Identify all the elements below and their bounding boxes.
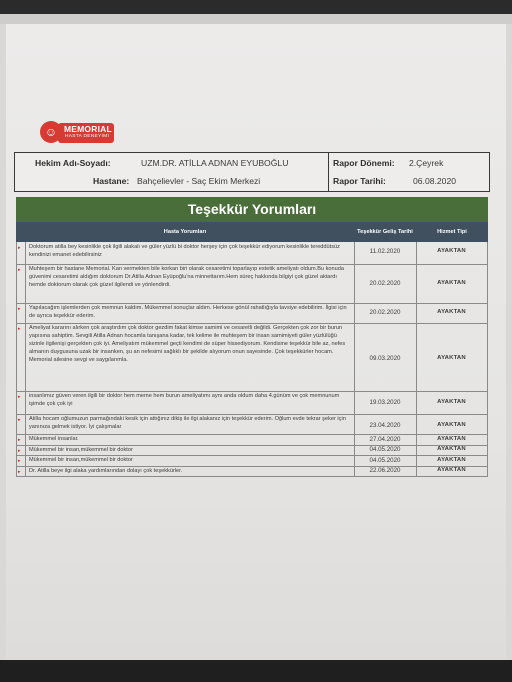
column-header-comments: Hasta Yorumları xyxy=(163,228,207,235)
service-type-cell xyxy=(416,323,488,391)
row-marker-icon: ▸ xyxy=(18,306,21,312)
logo-sub-text: HASTA DENEYİMİ xyxy=(65,134,110,139)
table-row xyxy=(16,264,488,304)
comment-cell xyxy=(25,303,355,323)
service-type-text: AYAKTAN xyxy=(437,436,466,442)
period-label: Rapor Dönemi: xyxy=(333,158,395,168)
service-type-cell xyxy=(416,391,488,414)
comment-cell xyxy=(25,391,355,414)
table-row xyxy=(16,303,488,324)
date-cell xyxy=(354,242,417,264)
date-text: 27.04.2020 xyxy=(369,436,401,443)
row-marker-icon: ▸ xyxy=(18,458,21,464)
monitor-bezel-bottom xyxy=(0,660,512,682)
table-row xyxy=(16,414,488,435)
service-type-cell xyxy=(416,264,488,303)
report-date-label: Rapor Tarihi: xyxy=(333,176,386,186)
row-marker-icon: ▸ xyxy=(18,326,21,332)
doctor-value: UZM.DR. ATİLLA ADNAN EYUBOĞLU xyxy=(141,158,289,168)
service-type-cell xyxy=(416,414,488,434)
doctor-label: Hekim Adı-Soyadı: xyxy=(35,158,111,168)
service-type-cell xyxy=(416,466,488,476)
hospital-label: Hastane: xyxy=(93,176,130,186)
service-type-cell xyxy=(416,242,488,264)
viewer-toolbar-strip xyxy=(0,14,512,24)
thanks-table xyxy=(16,197,488,499)
service-type-text: AYAKTAN xyxy=(437,422,466,428)
info-divider xyxy=(328,153,329,191)
comment-cell xyxy=(25,445,355,455)
service-type-text: AYAKTAN xyxy=(437,280,466,286)
date-text: 22.06.2020 xyxy=(369,467,401,474)
report-info-box xyxy=(14,152,490,192)
date-text: 23.04.2020 xyxy=(369,422,401,429)
service-type-cell xyxy=(416,303,488,323)
smile-icon: ☺ xyxy=(40,121,62,143)
date-cell xyxy=(354,455,417,466)
service-type-text: AYAKTAN xyxy=(437,399,466,405)
row-marker-icon: ▸ xyxy=(18,437,21,443)
comment-text: Mükemmel bir insan,mükemmel bir doktor xyxy=(29,447,133,453)
comment-text: Muhteşem bir hastane Memorial. Kan vermekten bile korkan biri olarak cesaretimi toparlayıp estetik ameliyatı oldum.Bu konuda güvenimi cesaretimi aldığım doktorum Dr.Atilla Adnan Eyüpoğlu'na minnettarım.Hem süreç hakkında bilgiyi çok güzel aktardı hemde doktorum olarak çok güzel ilgilendi ve yönlendirdi. xyxy=(29,266,344,288)
comment-cell xyxy=(25,434,355,445)
date-cell xyxy=(354,466,417,476)
logo-main-text: MEMORIAL xyxy=(64,124,112,134)
table-header-row xyxy=(16,222,488,242)
comment-cell xyxy=(25,323,355,391)
table-row xyxy=(16,323,488,392)
comment-cell xyxy=(25,264,355,303)
date-text: 19.03.2020 xyxy=(369,399,401,406)
service-type-cell xyxy=(416,455,488,466)
service-type-text: AYAKTAN xyxy=(437,457,466,463)
column-header-date: Teşekkür Geliş Tarihi xyxy=(357,228,413,235)
date-cell xyxy=(354,323,417,391)
row-marker-icon: ▸ xyxy=(18,448,21,454)
service-type-cell xyxy=(416,434,488,445)
service-type-cell xyxy=(416,445,488,455)
hospital-value: Bahçelievler - Saç Ekim Merkezi xyxy=(137,176,261,186)
comment-text: insanlımız güven veren ilgili bir doktor hem meme hem burun ameliyatımı aynı anda oldum daha 4.günüm ve çok memnunum işimde çok çok iyi xyxy=(29,393,340,407)
date-cell xyxy=(354,303,417,323)
comment-text: Atilla hocam oğlumuzun parmağındaki kesik için attığınız dikiş ile ilgi alakanız için teşekkür ederim. Oğlum evde tekrar şeker için yanınıza gelmek istiyor. İyi çalışmalar xyxy=(29,416,346,430)
column-header-service-type: Hizmet Tipi xyxy=(437,228,467,235)
date-text: 11.02.2020 xyxy=(369,248,401,255)
logo-text-block xyxy=(58,123,114,143)
date-cell xyxy=(354,391,417,414)
service-type-text: AYAKTAN xyxy=(437,309,466,315)
period-value: 2.Çeyrek xyxy=(409,158,444,168)
row-marker-icon: ▸ xyxy=(18,417,21,423)
date-text: 20.02.2020 xyxy=(369,280,401,287)
comment-text: Mükemmel bir insan,mükemmel bir doktor xyxy=(29,457,133,463)
comment-cell xyxy=(25,466,355,476)
comment-cell xyxy=(25,414,355,434)
monitor-bezel-top xyxy=(0,0,512,14)
row-marker-icon: ▸ xyxy=(18,394,21,400)
date-cell xyxy=(354,445,417,455)
comment-text: Dr. Atilla beye ilgi alaka yardımlarından dolayı çok teşekkürler. xyxy=(29,468,183,474)
date-text: 20.02.2020 xyxy=(369,309,401,316)
service-type-text: AYAKTAN xyxy=(437,355,466,361)
date-cell xyxy=(354,264,417,303)
comment-text: Yapılacağım işlemlerden çok memnun kaldım. Mükemmel sonuçlar aldım. Herkese gönül rahatlığıyla tavsiye edebilirim. İlgisi için de ayrıca teşekkür ederim. xyxy=(29,305,347,319)
date-cell xyxy=(354,434,417,445)
row-marker-icon: ▸ xyxy=(18,245,21,251)
memorial-logo xyxy=(40,121,112,145)
comment-text: Mükemmel insanlar. xyxy=(29,436,79,442)
comment-cell xyxy=(25,242,355,264)
row-marker-icon: ▸ xyxy=(18,267,21,273)
service-type-text: AYAKTAN xyxy=(437,446,466,452)
comment-cell xyxy=(25,455,355,466)
table-row xyxy=(16,391,488,415)
date-text: 04.05.2020 xyxy=(369,457,401,464)
comment-text: Doktorum atilla bey kesinlikle çok ilgili alakalı ve güler yüzlü bi doktor herşey için çok teşekkür ediyorum kesinlikle tereddütsüz kendinizi emanet edebilirsiniz xyxy=(29,244,340,258)
table-title: Teşekkür Yorumları xyxy=(16,197,488,222)
report-date-value: 06.08.2020 xyxy=(413,176,457,186)
service-type-text: AYAKTAN xyxy=(437,467,466,473)
date-text: 04.05.2020 xyxy=(369,446,401,453)
comment-text: Ameliyat kararını alırken çok araştırdım çok doktor gezdim fakat kimse samimi ve cesaretli değildi. Gerçekten çok zor bir burun yapısına sahiptim. Sevgili Atilla Adnan hocamla tanışana kadar, tek kelime ile muhteşem bir insan samimiyeti güler yüzlülüğü sizinle ilgilenişi gerçekten çok iyi. Ameliyatım mükemmel geçti kendimi de süper hissediyorum. Kendisine teşekkür bile az, nefes almanın duygusuna uzak bir insanken, şu an nefesimi sağlıklı bir şekilde alıyorum onun sayesinde. Çok teşekkürler hocam. Memorial ailesine sevgi ve saygılarımla. xyxy=(29,325,346,363)
service-type-text: AYAKTAN xyxy=(437,248,466,254)
table-row xyxy=(16,242,488,265)
date-text: 09.03.2020 xyxy=(369,355,401,362)
row-marker-icon: ▸ xyxy=(18,469,21,475)
date-cell xyxy=(354,414,417,434)
table-row xyxy=(16,466,488,477)
